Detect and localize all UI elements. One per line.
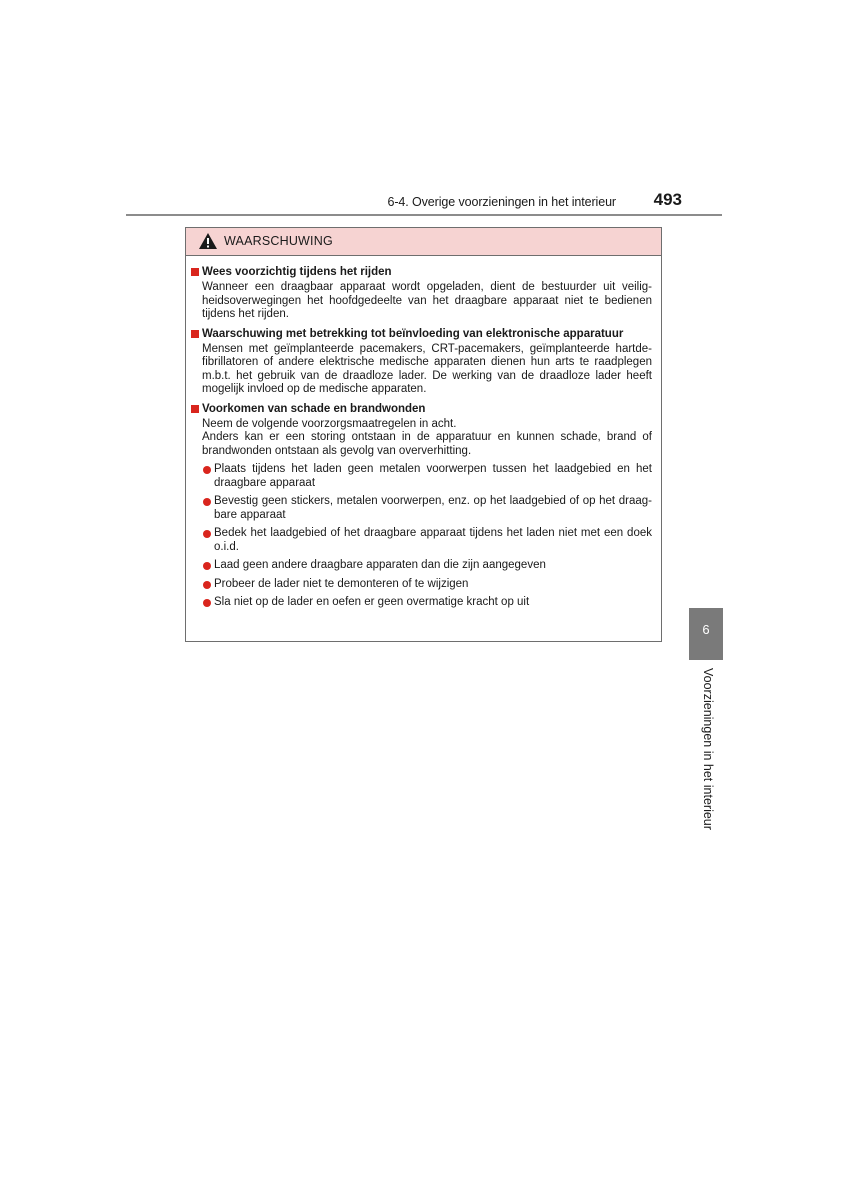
running-header: [126, 190, 722, 216]
section-paragraph: Mensen met geïmplanteerde pacemakers, CRT-pacemakers, geïmplanteerde hartde-fibrillatoren of andere elektrische medische apparaten dienen hun arts te raadplegen m.b.t. het gebruik van de draadloze lader. De werking van de draadloze lader heeft mogelijk invloed op de medische apparaten.: [202, 342, 652, 395]
warning-section: [186, 327, 661, 397]
section-heading: [186, 402, 661, 418]
round-bullet-icon: [203, 581, 211, 589]
section-title: 6-4. Overige voorzieningen in het interieur: [387, 195, 616, 209]
list-item-text: Laad geen andere draagbare apparaten dan die zijn aangegeven: [214, 559, 546, 571]
chapter-number: 6: [702, 622, 710, 637]
round-bullet-icon: [203, 599, 211, 607]
warning-title: WAARSCHUWING: [224, 234, 333, 248]
section-text: [202, 343, 652, 397]
section-heading: [186, 265, 661, 281]
chapter-label: Voorzieningen in het interieur: [701, 668, 715, 830]
warning-content: [186, 265, 661, 615]
chapter-tab: [689, 608, 723, 660]
header-rule: [126, 214, 722, 216]
list-item-text: Bedek het laadgebied of het draagbare apparaat tijdens het laden niet met een doek o.i.d.: [214, 527, 652, 553]
warning-header: [186, 228, 661, 256]
section-paragraph: Neem de volgende voorzorgsmaatregelen in acht.: [202, 417, 457, 430]
square-bullet-icon: [191, 405, 199, 413]
list-item: [186, 527, 652, 554]
list-item-text: Bevestig geen stickers, metalen voorwerpen, enz. op het laadgebied of op het draag-bare apparaat: [214, 495, 652, 521]
round-bullet-icon: [203, 466, 211, 474]
list-item-text: Sla niet op de lader en oefen er geen overmatige kracht op uit: [214, 596, 530, 608]
list-item: [186, 559, 652, 573]
warning-box: [185, 227, 662, 642]
round-bullet-icon: [203, 498, 211, 506]
section-heading-text: Wees voorzichtig tijdens het rijden: [202, 266, 392, 278]
round-bullet-icon: [203, 530, 211, 538]
round-bullet-icon: [203, 562, 211, 570]
square-bullet-icon: [191, 330, 199, 338]
list-item: [186, 495, 652, 522]
list-item-text: Probeer de lader niet te demonteren of te wijzigen: [214, 577, 469, 590]
section-heading-text: Voorkomen van schade en brandwonden: [202, 402, 426, 415]
warning-triangle-icon: [198, 232, 218, 250]
warning-section: [186, 265, 661, 322]
section-paragraph: Anders kan er een storing ontstaan in de apparatuur en kunnen schade, brand of brandwonden ontstaan als gevolg van oververhitting.: [202, 431, 652, 457]
section-text: [202, 418, 652, 459]
section-paragraph: Wanneer een draagbaar apparaat wordt opgeladen, dient de bestuurder uit veilig-heidsoverwegingen het hoofdgedeelte van het draagbare apparaat niet te bedienen tijdens het rijden.: [202, 281, 652, 320]
square-bullet-icon: [191, 268, 199, 276]
list-item: [186, 463, 652, 490]
section-heading-text: Waarschuwing met betrekking tot beïnvloeding van elektronische apparatuur: [202, 327, 624, 340]
page-number: 493: [653, 190, 682, 209]
list-item-text: Plaats tijdens het laden geen metalen voorwerpen tussen het laadgebied en het draagbare apparaat: [214, 463, 652, 489]
list-item: [186, 596, 652, 610]
bullet-list: [186, 463, 661, 610]
section-heading: [186, 327, 661, 343]
list-item: [186, 578, 652, 592]
warning-section: [186, 402, 661, 610]
section-text: [202, 281, 652, 322]
